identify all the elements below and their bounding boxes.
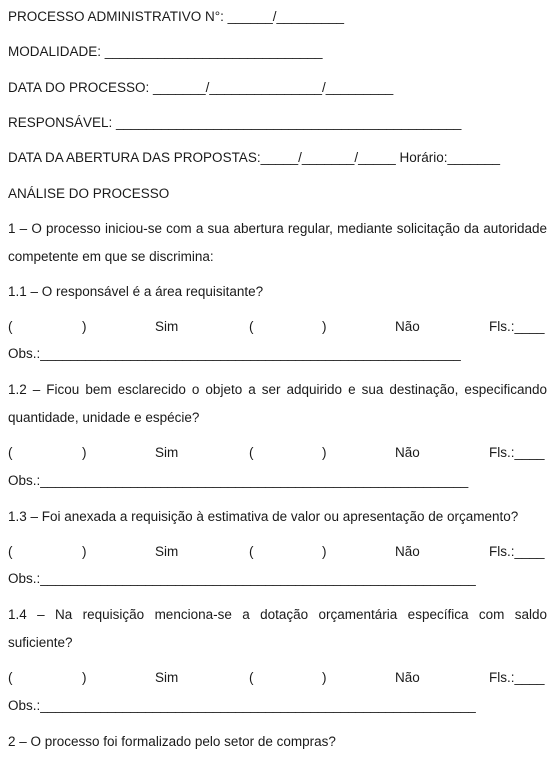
nao-checkbox-close[interactable]: ) [322, 445, 327, 460]
nao-checkbox-open[interactable]: ( [249, 319, 254, 334]
question-1-2-line1: 1.2 – Ficou bem esclarecido o objeto a ser adquirido e sua destinação, especificando [8, 382, 547, 397]
fls-field[interactable]: Fls.:____ [489, 445, 545, 460]
question-1-4-line1: 1.4 – Na requisição menciona-se a dotação orçamentária específica com saldo [8, 607, 547, 622]
question-1-3: 1.3 – Foi anexada a requisição à estimativa de valor ou apresentação de orçamento? [8, 509, 519, 524]
nao-checkbox-open[interactable]: ( [249, 445, 254, 460]
question-1-2-line2: quantidade, unidade e espécie? [8, 410, 200, 425]
data-processo-field: DATA DO PROCESSO: _______/_______________/_________ [8, 80, 394, 95]
nao-label: Não [395, 670, 420, 685]
data-abertura-field: DATA DA ABERTURA DAS PROPOSTAS:_____/_______/_____ Horário:_______ [8, 150, 501, 165]
sim-checkbox-open[interactable]: ( [8, 445, 13, 460]
answer-row-1-1 [8, 318, 546, 336]
sim-checkbox-close[interactable]: ) [82, 544, 87, 559]
nao-checkbox-open[interactable]: ( [249, 544, 254, 559]
sim-label: Sim [155, 445, 179, 460]
fls-field[interactable]: Fls.:____ [489, 670, 545, 685]
answer-row-1-3 [8, 543, 546, 561]
sim-label: Sim [155, 544, 179, 559]
obs-field-1-1[interactable]: Obs.:________________________________________________________ [8, 346, 461, 361]
obs-field-1-2[interactable]: Obs.:_________________________________________________________ [8, 473, 469, 488]
sim-label: Sim [155, 319, 179, 334]
nao-checkbox-close[interactable]: ) [322, 544, 327, 559]
nao-label: Não [395, 544, 420, 559]
sim-checkbox-open[interactable]: ( [8, 319, 13, 334]
sim-checkbox-close[interactable]: ) [82, 670, 87, 685]
section1-line2: competente em que se discrimina: [8, 249, 214, 264]
section2-question: 2 – O processo foi formalizado pelo setor de compras? [8, 734, 336, 749]
answer-row-1-2 [8, 444, 546, 462]
question-1-4-line2: suficiente? [8, 635, 73, 650]
modalidade-field: MODALIDADE: _____________________________ [8, 44, 323, 59]
nao-label: Não [395, 445, 420, 460]
sim-checkbox-close[interactable]: ) [82, 445, 87, 460]
sim-checkbox-open[interactable]: ( [8, 544, 13, 559]
obs-field-1-4[interactable]: Obs.:__________________________________________________________ [8, 698, 476, 713]
obs-field-1-3[interactable]: Obs.:__________________________________________________________ [8, 571, 476, 586]
analise-heading: ANÁLISE DO PROCESSO [8, 186, 170, 201]
sim-label: Sim [155, 670, 179, 685]
fls-field[interactable]: Fls.:____ [489, 319, 545, 334]
section1-line1: 1 – O processo iniciou-se com a sua abertura regular, mediante solicitação da autoridade [8, 221, 547, 236]
question-1-1: 1.1 – O responsável é a área requisitante? [8, 284, 264, 299]
fls-field[interactable]: Fls.:____ [489, 544, 545, 559]
processo-field: PROCESSO ADMINISTRATIVO N°: ______/_________ [8, 9, 345, 24]
nao-checkbox-close[interactable]: ) [322, 670, 327, 685]
nao-checkbox-close[interactable]: ) [322, 319, 327, 334]
sim-checkbox-close[interactable]: ) [82, 319, 87, 334]
responsavel-field: RESPONSÁVEL: ______________________________________________ [8, 115, 462, 130]
answer-row-1-4 [8, 669, 546, 687]
sim-checkbox-open[interactable]: ( [8, 670, 13, 685]
nao-checkbox-open[interactable]: ( [249, 670, 254, 685]
nao-label: Não [395, 319, 420, 334]
